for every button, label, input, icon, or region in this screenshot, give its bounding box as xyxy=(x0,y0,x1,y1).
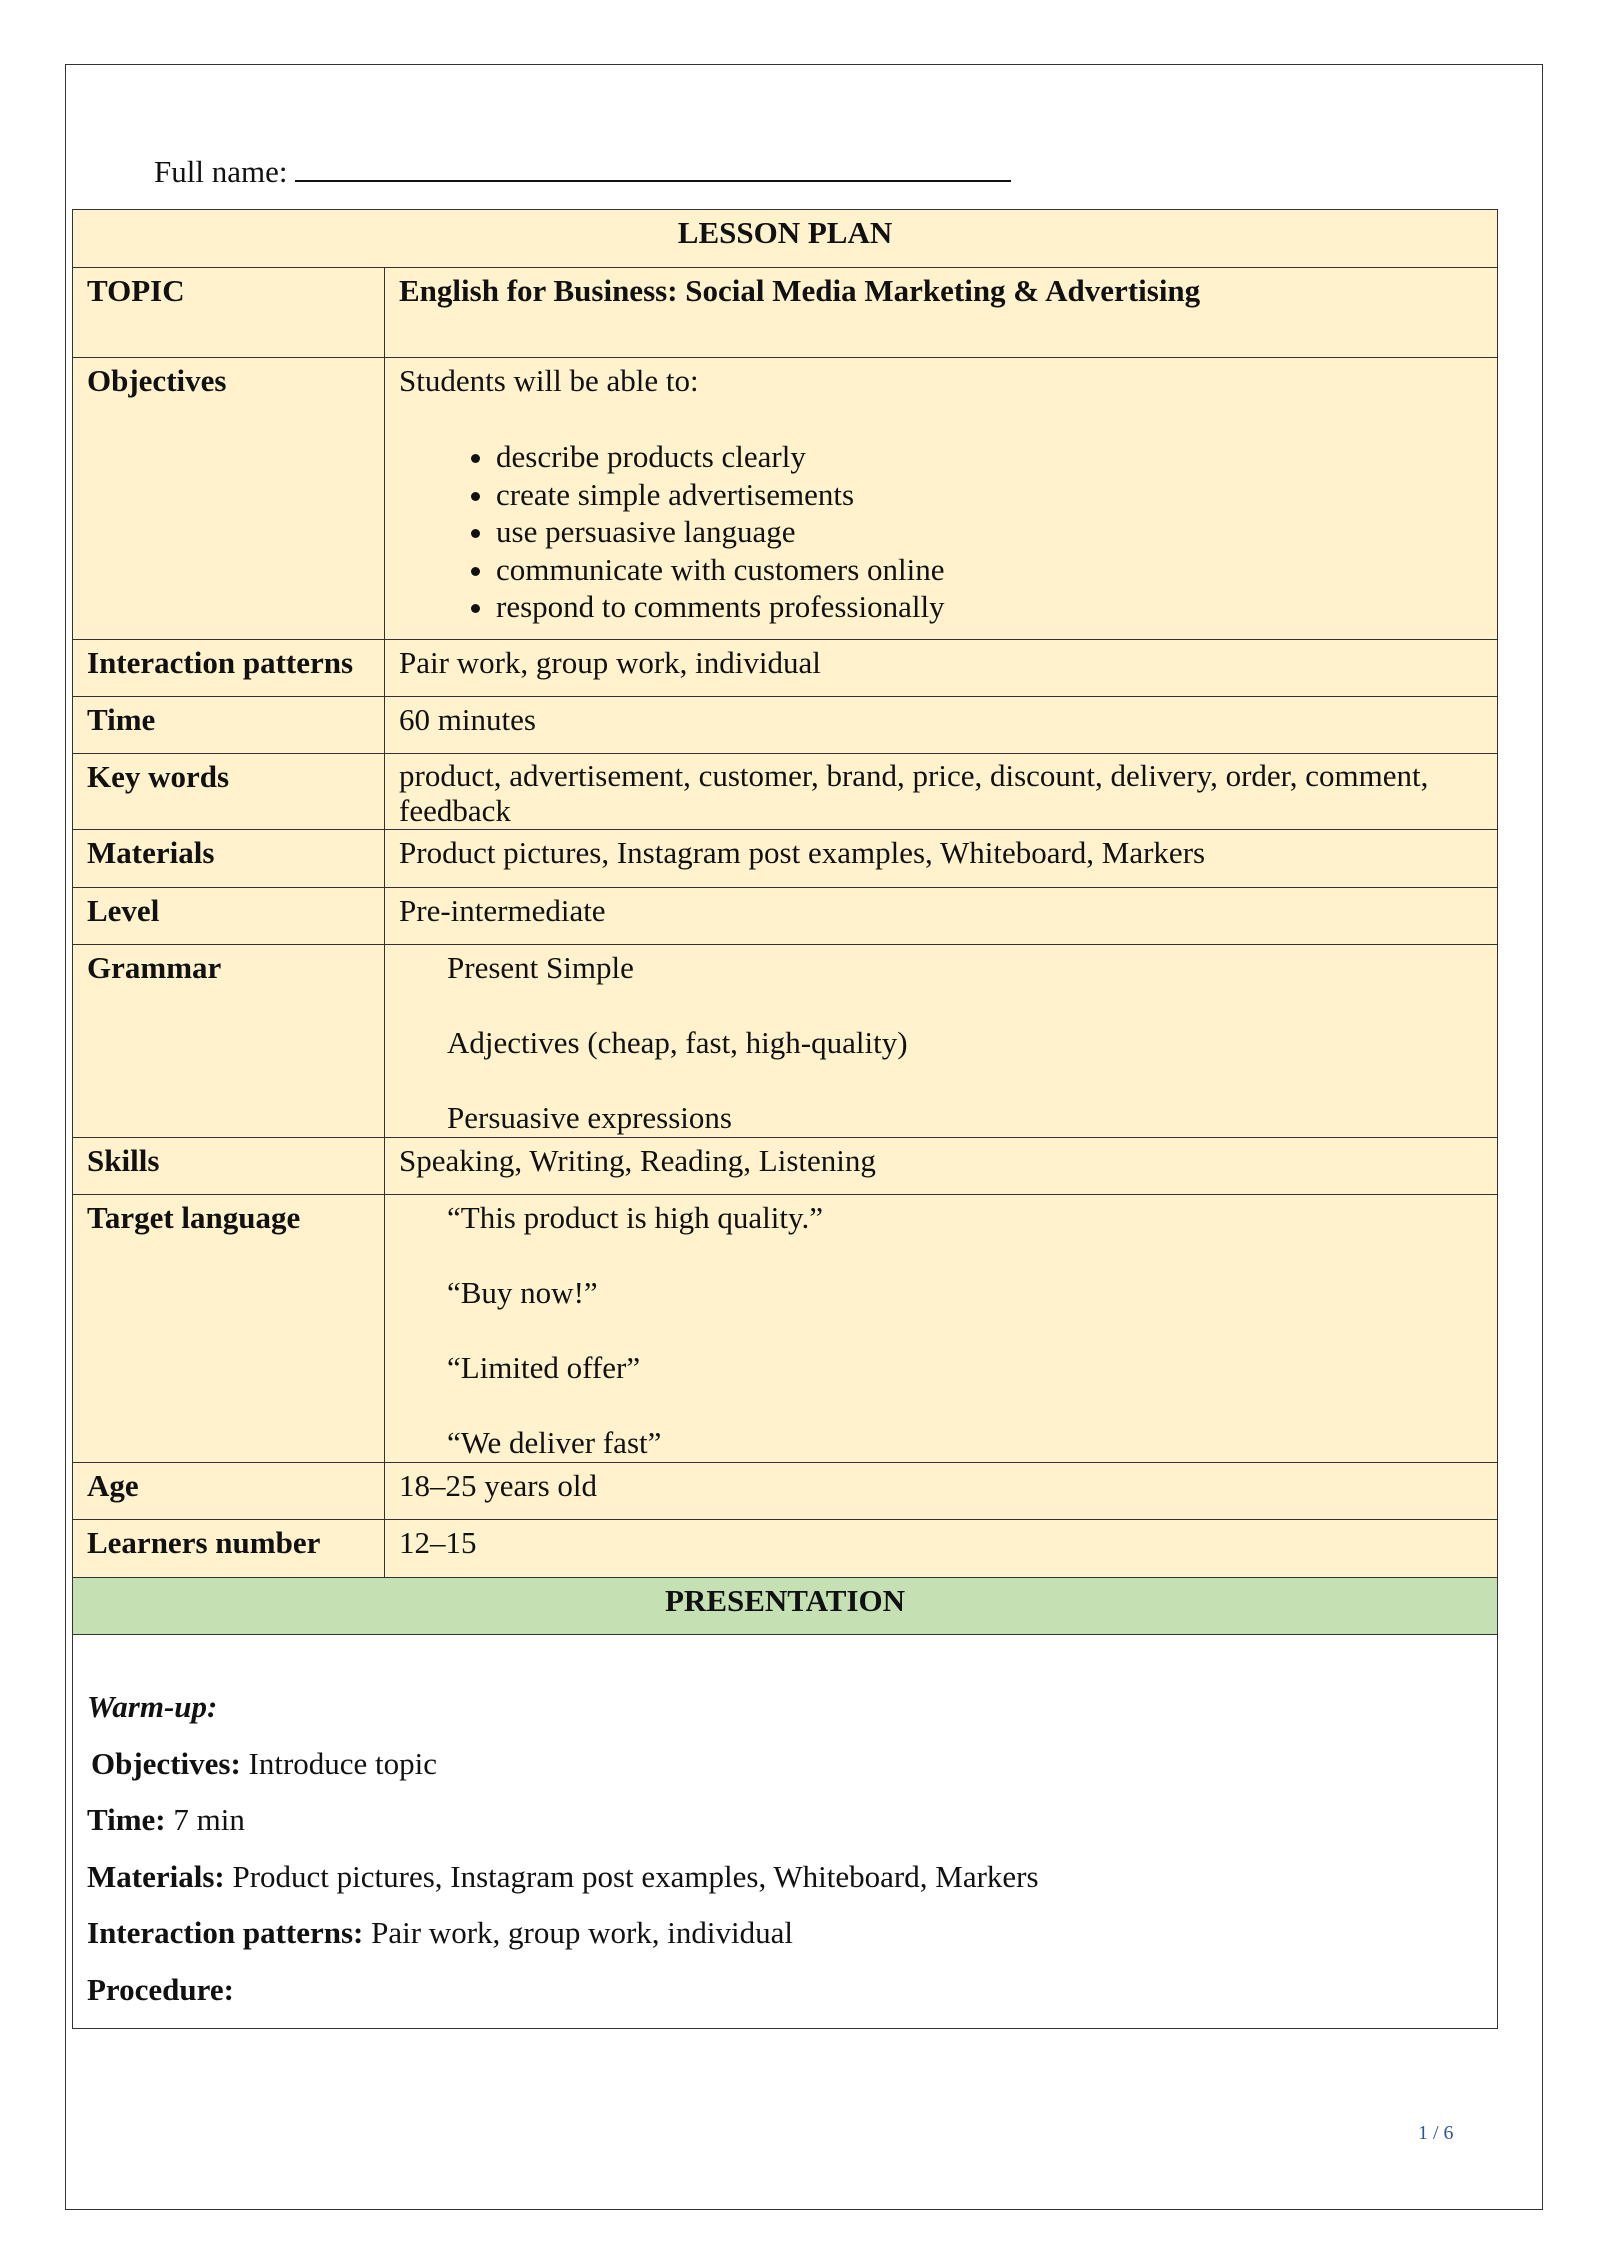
list-item: • communicate with customers online xyxy=(496,551,1483,589)
materials-value: Product pictures, Instagram post examples, Whiteboard, Markers xyxy=(385,830,1498,888)
target-language-label: Target language xyxy=(73,1195,385,1463)
age-value: 18–25 years old xyxy=(385,1463,1498,1520)
grammar-item: Present Simple xyxy=(447,950,634,985)
keywords-label: Key words xyxy=(73,754,385,830)
target-language-cell xyxy=(385,1195,1498,1463)
full-name-blank-line[interactable] xyxy=(295,152,1011,182)
presentation-materials-label: Materials: xyxy=(87,1859,225,1894)
list-item: • respond to comments professionally xyxy=(496,588,1483,626)
procedure-label: Procedure: xyxy=(87,1972,234,2007)
target-language-item: “Limited offer” xyxy=(447,1350,641,1385)
skills-value: Speaking, Writing, Reading, Listening xyxy=(385,1138,1498,1195)
grammar-item: Adjectives (cheap, fast, high-quality) xyxy=(447,1025,908,1060)
grammar-cell xyxy=(385,945,1498,1138)
lesson-plan-table xyxy=(72,209,1498,2029)
learners-value: 12–15 xyxy=(385,1520,1498,1578)
presentation-objectives-value: Introduce topic xyxy=(248,1746,438,1781)
level-label: Level xyxy=(73,888,385,945)
presentation-objectives-label: Objectives: xyxy=(91,1746,241,1781)
skills-label: Skills xyxy=(73,1138,385,1195)
level-value: Pre-intermediate xyxy=(385,888,1498,945)
target-language-item: “Buy now!” xyxy=(447,1275,598,1310)
presentation-objectives xyxy=(91,1744,437,1784)
presentation-time-label: Time: xyxy=(87,1802,166,1837)
presentation-interaction-value: Pair work, group work, individual xyxy=(371,1915,794,1950)
objectives-intro: Students will be able to: xyxy=(399,363,699,398)
target-language-item: “We deliver fast” xyxy=(447,1425,662,1460)
objectives-cell xyxy=(385,358,1498,640)
keywords-value: product, advertisement, customer, brand, price, discount, delivery, order, comment, feedback xyxy=(385,754,1498,830)
interaction-label: Interaction patterns xyxy=(73,640,385,697)
topic-value: English for Business: Social Media Marketing & Advertising xyxy=(385,268,1498,358)
objectives-list xyxy=(399,438,1483,626)
target-language-item: “This product is high quality.” xyxy=(447,1200,823,1235)
time-label: Time xyxy=(73,697,385,754)
grammar-item: Persuasive expressions xyxy=(447,1100,732,1135)
list-item: • use persuasive language xyxy=(496,513,1483,551)
presentation-title: PRESENTATION xyxy=(73,1578,1498,1635)
topic-label: TOPIC xyxy=(73,268,385,358)
presentation-interaction-label: Interaction patterns: xyxy=(87,1915,364,1950)
full-name-label: Full name: xyxy=(154,154,288,189)
warmup-label: Warm-up: xyxy=(87,1689,218,1724)
grammar-label: Grammar xyxy=(73,945,385,1138)
materials-label: Materials xyxy=(73,830,385,888)
full-name-field xyxy=(154,152,1011,192)
learners-label: Learners number xyxy=(73,1520,385,1578)
presentation-interaction xyxy=(87,1913,793,1953)
lesson-plan-title: LESSON PLAN xyxy=(73,210,1498,268)
list-item: • describe products clearly xyxy=(496,438,1483,476)
interaction-value: Pair work, group work, individual xyxy=(385,640,1498,697)
presentation-materials-value: Product pictures, Instagram post examples, Whiteboard, Markers xyxy=(232,1859,1039,1894)
objectives-label: Objectives xyxy=(73,358,385,640)
list-item: • create simple advertisements xyxy=(496,476,1483,514)
presentation-section xyxy=(73,1635,1498,2029)
presentation-time xyxy=(87,1800,245,1840)
time-value: 60 minutes xyxy=(385,697,1498,754)
presentation-time-value: 7 min xyxy=(173,1802,245,1837)
age-label: Age xyxy=(73,1463,385,1520)
page-number: 1 / 6 xyxy=(1418,2122,1454,2144)
presentation-materials xyxy=(87,1857,1039,1897)
